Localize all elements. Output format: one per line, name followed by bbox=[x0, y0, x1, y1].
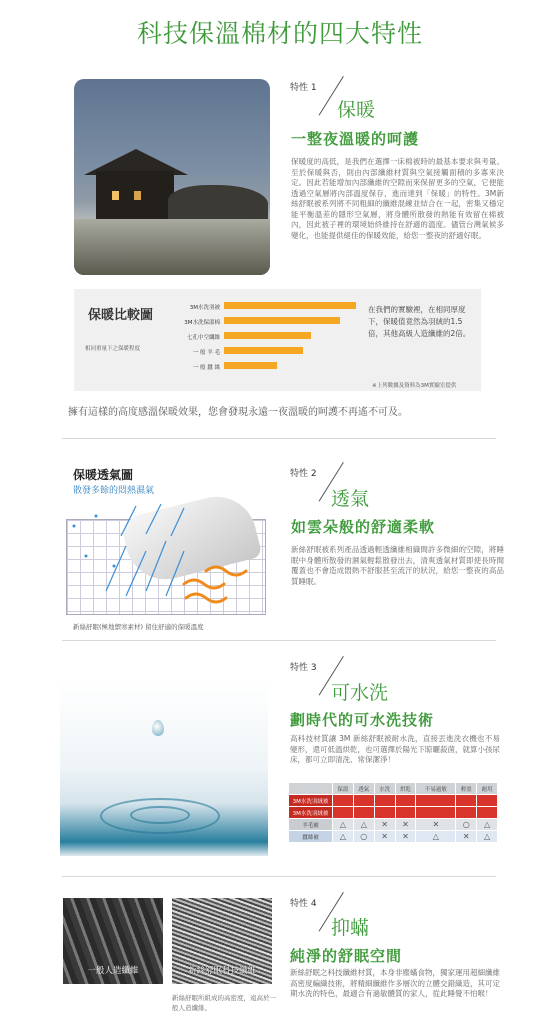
bar-label: 3M水洗保溫棉 bbox=[184, 320, 220, 326]
table-cell: ○ bbox=[353, 831, 374, 843]
bar-label: 七孔中空纖維 bbox=[186, 335, 220, 341]
table-header-cell: 輕盈 bbox=[456, 783, 477, 795]
table-row-label: 蠶絲被 bbox=[289, 831, 333, 843]
page-title: 科技保溫棉材的四大特性 bbox=[136, 19, 423, 48]
feature1-subtitle: 一整夜溫暖的呵護 bbox=[291, 130, 420, 148]
night-house-image bbox=[74, 79, 270, 275]
bar bbox=[224, 332, 311, 339]
feature3-name: 可水洗 bbox=[331, 682, 389, 704]
chart-footnote: ※上列數據及資料為3M實驗室提供 bbox=[372, 383, 457, 389]
bar-label: 一 般 羊 毛 bbox=[192, 350, 220, 356]
feature1-body: 保暖度的高低，是我們在選擇一床棉被時的最基本要求與考量。至於保暖與否，則由內部纖維材質與空氣接觸面積的多寡來決定。因此若能增加內部纖維的空隙而來保留更多的空氣，它便能透過空氣層將內部溫度保存，進而達到「保暖」的特性。3M新絲舒眠被系列將不同粗細的纖維混練並結合在一起，密集又穩定能平衡溫差的隱形空氣層，將身體所散發的熱能有效留在棉被內，因此被子裡的環境始終維持在舒適的溫度。儘管台灣氣候多變化，也能提供絕佳的保暖效能，給您一整夜的舒適好眠。 bbox=[291, 157, 504, 240]
feature2-subtitle: 如雲朵般的舒適柔軟 bbox=[291, 518, 436, 536]
table-cell: ✕ bbox=[395, 831, 416, 843]
bar-label: 3M水洗羽被 bbox=[189, 305, 220, 311]
table-cell: △ bbox=[333, 831, 354, 843]
table-cell: ✕ bbox=[374, 831, 395, 843]
table-cell: △ bbox=[353, 819, 374, 831]
table-row bbox=[289, 795, 498, 807]
feature4-name: 抑蟎 bbox=[331, 917, 370, 939]
ripple bbox=[130, 806, 190, 824]
feature2-number: 特性 2 bbox=[290, 469, 317, 479]
bar bbox=[224, 362, 277, 369]
table-cell: △ bbox=[333, 819, 354, 831]
table-cell: ○ bbox=[456, 819, 477, 831]
feature2-body: 新絲舒眠被系列產品透過輕透纖維相織間許多微細的空隙，將睡眠中身體所散發的濕氣輕鬆散發出去，清爽透氣材質即使長時間覆蓋也不會造成悶熱不舒服甚至流汗的狀況，給您一整夜的高品質睡眠。 bbox=[291, 545, 504, 586]
bar bbox=[224, 347, 303, 354]
table-header-cell: 水洗 bbox=[374, 783, 395, 795]
feature3-subtitle: 劃時代的可水洗技術 bbox=[290, 711, 435, 729]
regular-fiber-image bbox=[63, 898, 163, 984]
table-cell: ✕ bbox=[395, 819, 416, 831]
table-header-cell bbox=[289, 783, 333, 795]
feature1-number: 特性 1 bbox=[290, 83, 317, 93]
table-row-label: 3M水洗羽絨被 bbox=[289, 795, 333, 807]
chart-note: 在我們的實驗裡，在相同厚度下，保暖值竟然為羽絨的1.5倍，其他高級人造纖維的2倍。 bbox=[368, 305, 471, 338]
feature2-name: 透氣 bbox=[331, 488, 370, 510]
warmth-caption: 擁有這樣的高度感溫保暖效果，您會發現永遠一夜溫暖的呵護不再遙不可及。 bbox=[68, 407, 408, 418]
table-header-row bbox=[289, 783, 498, 795]
table-cell: △ bbox=[477, 831, 498, 843]
section-divider bbox=[62, 640, 496, 641]
airflow-arrows bbox=[66, 496, 276, 616]
table-row-label: 3M水洗羽絨被 bbox=[289, 807, 333, 819]
feature3-number: 特性 3 bbox=[290, 663, 317, 673]
section-divider bbox=[62, 438, 496, 439]
feature1-name: 保暖 bbox=[337, 99, 376, 121]
regular-fiber-label: 一般人造纖維 bbox=[87, 966, 139, 976]
fiber-caption: 新絲舒眠所組成的高密度，遠高於一般人造纖維。 bbox=[172, 994, 276, 1012]
table-row bbox=[289, 831, 498, 843]
section-divider bbox=[62, 876, 496, 877]
table-header-cell: 烘乾 bbox=[395, 783, 416, 795]
bar bbox=[224, 302, 356, 309]
table-cell: ✕ bbox=[416, 819, 456, 831]
feature4-subtitle: 純淨的舒眠空間 bbox=[290, 947, 403, 965]
table-cell: ✕ bbox=[374, 819, 395, 831]
chart-title: 保暖比較圖 bbox=[88, 308, 154, 323]
table-cell: △ bbox=[477, 819, 498, 831]
chart-side-label: 相同重量下之保暖程度 bbox=[85, 346, 141, 352]
bar bbox=[224, 317, 340, 324]
table-header-cell: 透氣 bbox=[353, 783, 374, 795]
table-header-cell: 不易過敏 bbox=[416, 783, 456, 795]
feature4-body: 新絲舒眠之科技纖維材質，本身非塵蟎食物，獨家運用超細纖維高密度編織技術，將精細纖維作多層次的立體交錯織造，其可定期水洗的特色，最適合有過敏體質的家人，從此睡覺不怕喉！ bbox=[290, 968, 500, 998]
diagram-title: 保暖透氣圖 bbox=[73, 468, 134, 482]
tech-fiber-label: 新絲舒眠科技纖維 bbox=[187, 966, 256, 976]
table-header-cell: 保溫 bbox=[333, 783, 354, 795]
diagram-caption: 新絲舒眠(極地禦寒素材) 留住舒適的保暖溫度 bbox=[73, 623, 204, 631]
diagram-subtitle: 散發多餘的悶熱濕氣 bbox=[73, 486, 155, 496]
feature3-body: 高科技材質讓 3M 新絲舒眠被耐水洗，直接丟進洗衣機也不易變形，還可低溫烘乾，也可選擇於陽光下晾曬殺菌，就算小孩尿床，都可立即清洗、常保潔淨！ bbox=[290, 734, 500, 764]
table-row bbox=[289, 819, 498, 831]
table-header-cell: 耐用 bbox=[477, 783, 498, 795]
washability-table bbox=[288, 782, 498, 843]
table-cell: ✕ bbox=[456, 831, 477, 843]
bar-area bbox=[166, 298, 356, 378]
tech-fiber-image bbox=[172, 898, 272, 984]
table-row-label: 羊毛被 bbox=[289, 819, 333, 831]
table-cell: △ bbox=[416, 831, 456, 843]
table-row bbox=[289, 807, 498, 819]
water-drop bbox=[152, 720, 164, 736]
feature4-number: 特性 4 bbox=[290, 899, 317, 909]
bar-label: 一 般 蠶 絲 bbox=[192, 365, 220, 371]
